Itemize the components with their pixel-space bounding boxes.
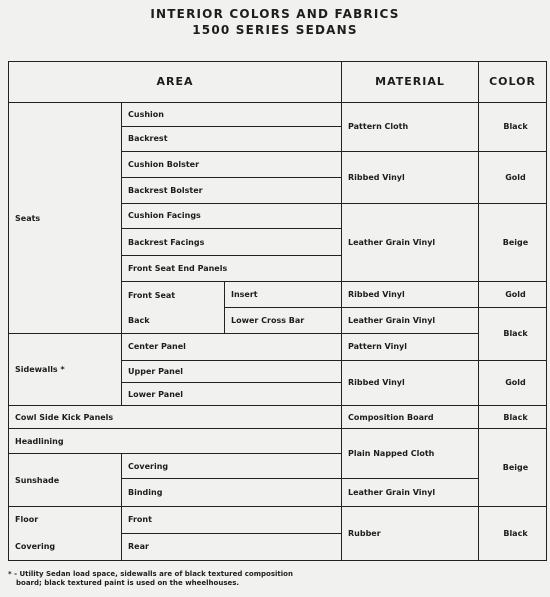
item-sunshade-covering: Covering <box>122 454 342 479</box>
group-sunshade: Sunshade <box>9 454 122 506</box>
color-header: COLOR <box>479 62 547 103</box>
table-row <box>9 334 547 360</box>
interior-spec-table <box>8 61 547 561</box>
group-seats: Seats <box>9 102 122 334</box>
group-sidewalls: Sidewalls * <box>9 334 122 406</box>
table-row <box>9 506 547 533</box>
color-cell: Beige <box>479 203 547 281</box>
material-cell: Ribbed Vinyl <box>342 360 479 406</box>
item-lower-panel: Lower Panel <box>122 383 342 406</box>
color-cell: Gold <box>479 151 547 203</box>
group-covering: Covering <box>9 533 122 560</box>
material-cell: Pattern Cloth <box>342 102 479 151</box>
group-cowl: Cowl Side Kick Panels <box>9 406 342 429</box>
item-cushion: Cushion <box>122 102 342 126</box>
header-row <box>9 62 547 103</box>
item-backrest-facings: Backrest Facings <box>122 228 342 255</box>
color-cell: Beige <box>479 429 547 506</box>
color-cell: Black <box>479 102 547 151</box>
item-center-panel: Center Panel <box>122 334 342 360</box>
color-cell: Black <box>479 506 547 560</box>
material-cell: Leather Grain Vinyl <box>342 203 479 281</box>
material-cell: Rubber <box>342 506 479 560</box>
item-front-seat: Front Seat <box>122 282 225 308</box>
material-cell: Pattern Vinyl <box>342 334 479 360</box>
material-cell: Composition Board <box>342 406 479 429</box>
footnote-line-1: * - Utility Sedan load space, sidewalls are of black textured composition <box>8 570 293 578</box>
item-back: Back <box>122 308 225 334</box>
item-backrest-bolster: Backrest Bolster <box>122 177 342 203</box>
material-cell: Ribbed Vinyl <box>342 151 479 203</box>
item-lower-cross-bar: Lower Cross Bar <box>225 308 342 334</box>
item-cushion-bolster: Cushion Bolster <box>122 151 342 177</box>
page-subtitle: 1500 SERIES SEDANS <box>192 23 358 37</box>
material-cell: Plain Napped Cloth <box>342 429 479 479</box>
color-cell: Gold <box>479 282 547 308</box>
page-title: INTERIOR COLORS AND FABRICS <box>150 7 400 21</box>
area-header: AREA <box>9 62 342 103</box>
item-insert: Insert <box>225 282 342 308</box>
material-cell: Ribbed Vinyl <box>342 282 479 308</box>
item-cushion-facings: Cushion Facings <box>122 203 342 228</box>
table-row <box>9 406 547 429</box>
material-cell: Leather Grain Vinyl <box>342 479 479 506</box>
color-cell: Black <box>479 406 547 429</box>
group-floor: Floor <box>9 506 122 533</box>
material-header: MATERIAL <box>342 62 479 103</box>
item-front-seat-end-panels: Front Seat End Panels <box>122 256 342 282</box>
material-cell: Leather Grain Vinyl <box>342 308 479 334</box>
group-headlining: Headlining <box>9 429 342 454</box>
item-backrest: Backrest <box>122 126 342 151</box>
color-cell: Gold <box>479 360 547 406</box>
item-binding: Binding <box>122 479 342 506</box>
table-row <box>9 102 547 126</box>
item-rear: Rear <box>122 533 342 560</box>
footnote <box>8 570 308 588</box>
footnote-line-2: board; black textured paint is used on the wheelhouses. <box>16 579 240 587</box>
color-cell: Black <box>479 308 547 360</box>
table-row <box>9 429 547 454</box>
item-upper-panel: Upper Panel <box>122 360 342 383</box>
item-front: Front <box>122 506 342 533</box>
